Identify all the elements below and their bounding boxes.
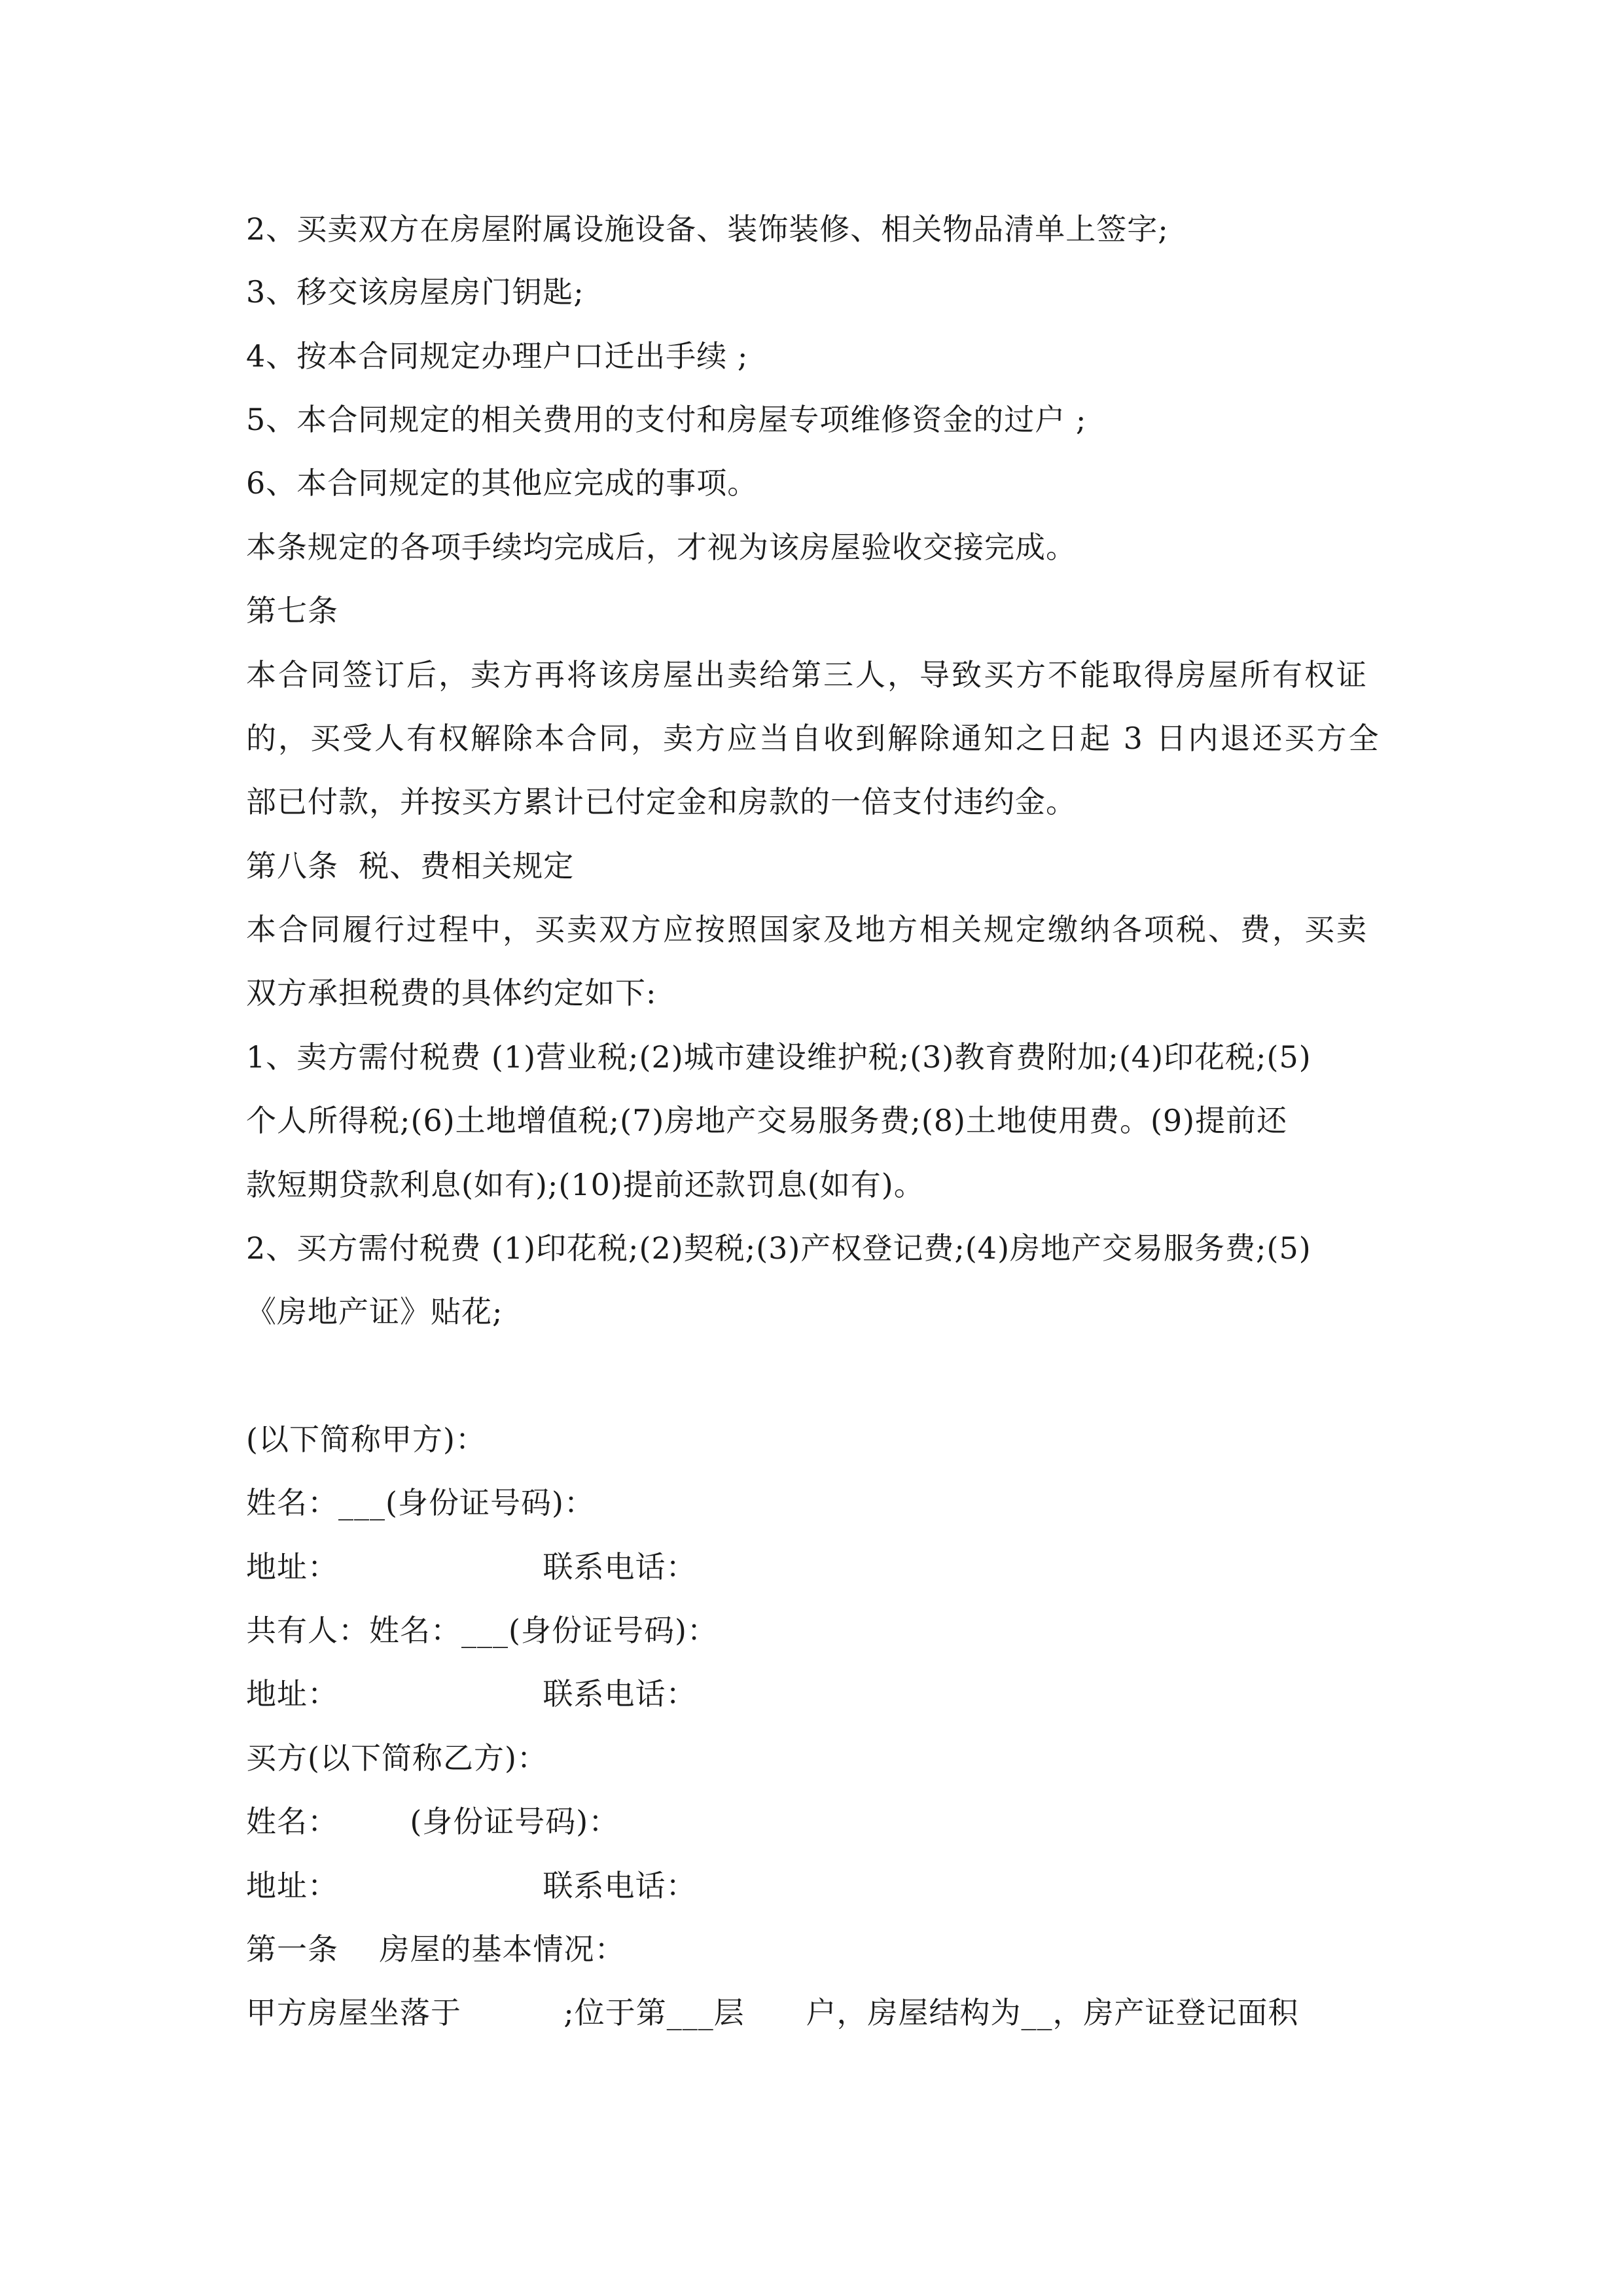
clause-7-text-line-1: 本合同签订后，卖方再将该房屋出卖给第三人，导致买方不能取得房屋所有权证	[246, 657, 1368, 692]
clause-6-item-2: 2、买卖双方在房屋附属设施设备、装饰装修、相关物品清单上签字;	[246, 211, 1169, 247]
seller-taxes-line-1: 1、卖方需付税费 (1)营业税;(2)城市建设维护税;(3)教育费附加;(4)印花税;(5)	[246, 1039, 1311, 1075]
clause-6-summary: 本条规定的各项手续均完成后，才视为该房屋验收交接完成。	[246, 529, 1077, 565]
party-a-name: 姓名：___(身份证号码)：	[246, 1485, 595, 1520]
co-owner-address: 地址： 联系电话：	[246, 1676, 697, 1712]
party-a-heading: (以下简称甲方)：	[246, 1422, 486, 1457]
clause-7-text-line-3: 部已付款，并按买方累计已付定金和房款的一倍支付违约金。	[246, 784, 1077, 819]
clause-6-item-3: 3、移交该房屋房门钥匙;	[246, 274, 584, 310]
clause-6-item-6: 6、本合同规定的其他应完成的事项。	[246, 465, 758, 501]
buyer-taxes-line-1: 2、买方需付税费 (1)印花税;(2)契税;(3)产权登记费;(4)房地产交易服务费;(5)	[246, 1230, 1311, 1266]
clause-6-item-5: 5、本合同规定的相关费用的支付和房屋专项维修资金的过户 ;	[246, 402, 1087, 437]
party-b-address: 地址： 联系电话：	[246, 1868, 697, 1903]
co-owner-name: 共有人：姓名：___(身份证号码)：	[246, 1613, 718, 1648]
clause-8-heading: 第八条 税、费相关规定	[246, 848, 575, 884]
buyer-taxes-line-2: 《房地产证》贴花;	[246, 1294, 503, 1329]
clause-7-heading: 第七条	[246, 593, 338, 628]
clause-1-text-line-1: 甲方房屋坐落于 ;位于第___层 户，房屋结构为__，房产证登记面积	[246, 1995, 1299, 2030]
clause-6-item-4: 4、按本合同规定办理户口迁出手续 ;	[246, 338, 749, 374]
party-b-heading: 买方(以下简称乙方)：	[246, 1740, 548, 1776]
clause-8-text-line-1: 本合同履行过程中，买卖双方应按照国家及地方相关规定缴纳各项税、费，买卖	[246, 912, 1368, 947]
seller-taxes-line-2: 个人所得税;(6)土地增值税;(7)房地产交易服务费;(8)土地使用费。(9)提前还	[246, 1103, 1288, 1138]
seller-taxes-line-3: 款短期贷款利息(如有);(10)提前还款罚息(如有)。	[246, 1167, 925, 1202]
party-b-name: 姓名： (身份证号码)：	[246, 1804, 620, 1839]
clause-1-heading: 第一条 房屋的基本情况：	[246, 1931, 626, 1967]
clause-8-text-line-2: 双方承担税费的具体约定如下:	[246, 975, 657, 1011]
clause-7-text-line-2: 的，买受人有权解除本合同，卖方应当自收到解除通知之日起 3 日内退还买方全	[246, 721, 1381, 756]
party-a-address: 地址： 联系电话：	[246, 1549, 697, 1585]
